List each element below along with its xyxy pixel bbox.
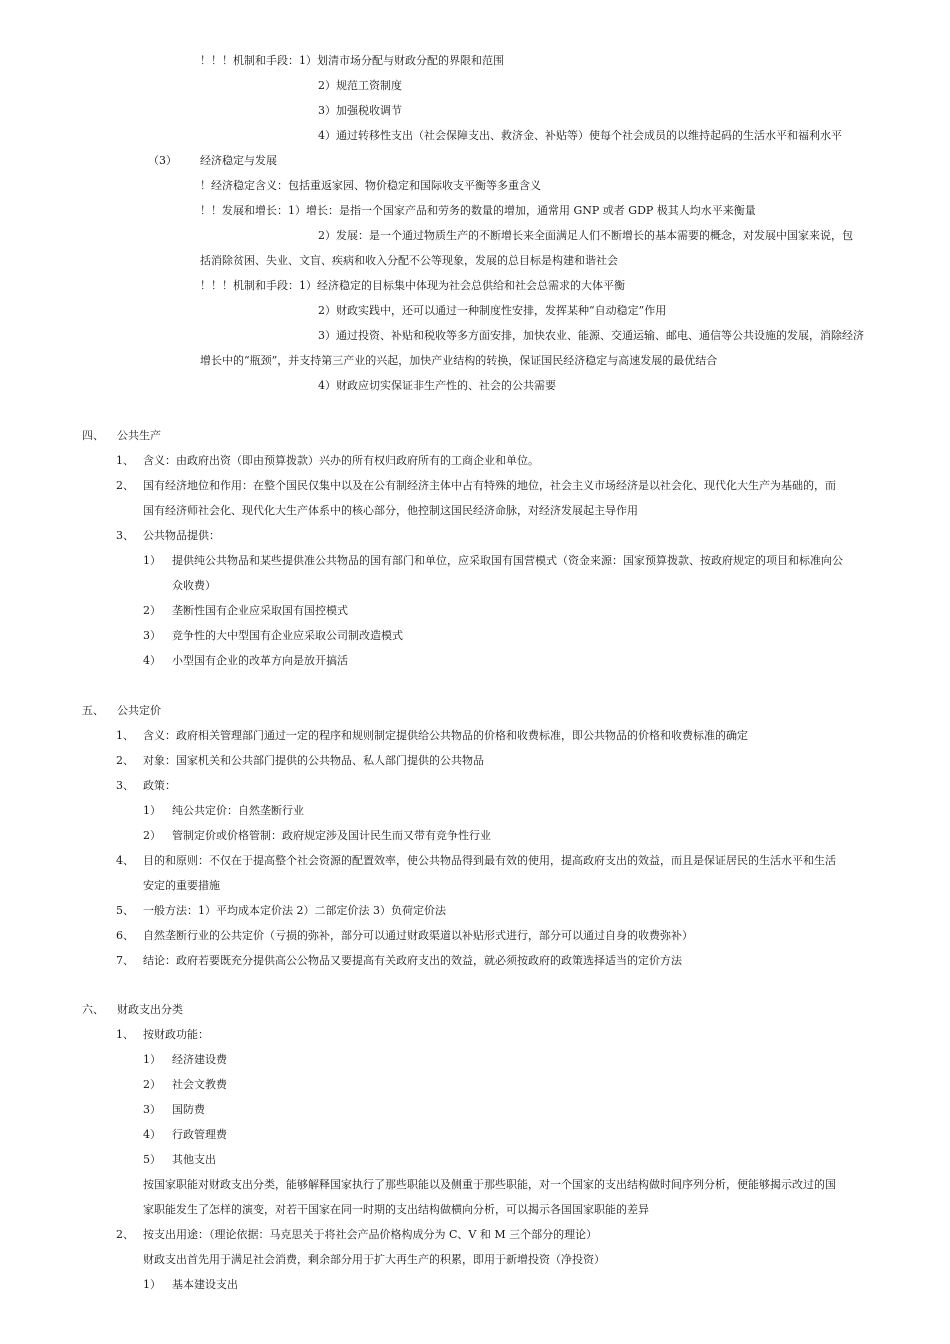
mechanism-item: 2）财政实践中，还可以通过一种制度性安排，发挥某种“自动稳定”作用 [318,304,667,317]
subitem-number: 2） [143,604,161,617]
mechanism-item: 2）规范工资制度 [318,79,402,92]
subsection-title: 经济稳定与发展 [200,154,277,167]
list-item: 自然垄断行业的公共定价（亏损的弥补，部分可以通过财政渠道以补贴形式进行，部分可以通过自身的收费弥补） [143,929,693,942]
list-item: 结论：政府若要既充分提供高公公物品又要提高有关政府支出的效益，就必须按政府的政策选择适当的定价方法 [143,954,682,967]
section-number: 六、 [82,1003,104,1016]
paragraph-cont: 家职能发生了怎样的演变，对若干国家在同一时期的支出结构做横向分析，可以揭示各国国家职能的差异 [143,1203,649,1216]
subitem: 管制定价或价格管制：政府规定涉及国计民生而又带有竞争性行业 [172,829,491,842]
subitem-number: 1） [143,804,161,817]
paragraph: 按国家职能对财政支出分类，能够解释国家执行了那些职能以及侧重于那些职能，对一个国家的支出结构做时间序列分析，便能够揭示改过的国 [143,1178,836,1191]
development-line: 2）发展：是一个通过物质生产的不断增长来全面满足人们不断增长的基本需要的概念，对发展中国家来说，包 [318,229,853,242]
mechanism-item: 3）加强税收调节 [318,104,402,117]
section-title: 财政支出分类 [117,1003,183,1016]
list-item: 国有经济地位和作用：在整个国民仅集中以及在公有制经济主体中占有特殊的地位，社会主义市场经济是以社会化、现代化大生产为基础的，而 [143,479,836,492]
list-item: 含义：由政府出资（即由预算拨款）兴办的所有权归政府所有的工商企业和单位。 [143,454,539,467]
subitem-number: 1） [143,554,161,567]
list-item-cont: 国有经济师社会化、现代化大生产体系中的核心部分，他控制这国民经济命脉，对经济发展起主导作用 [143,504,638,517]
mechanism-line: ！！！机制和手段：1）划清市场分配与财政分配的界限和范围 [200,54,504,67]
list-item: 含义：政府相关管理部门通过一定的程序和规则制定提供给公共物品的价格和收费标准，即公共物品的价格和收费标准的确定 [143,729,748,742]
mechanism-item: 4）通过转移性支出（社会保障支出、救济金、补贴等）使每个社会成员的以维持起码的生活水平和福利水平 [318,129,842,142]
item-number: 1、 [116,729,134,742]
subitem-number: 4） [143,654,161,667]
subitem: 竞争性的大中型国有企业应采取公司制改造模式 [172,629,403,642]
subitem-number: 3） [143,1103,161,1116]
subitem: 行政管理费 [172,1128,227,1141]
list-item: 按支出用途：（理论依据：马克思关于将社会产品价格构成分为 C、V 和 M 三个部分的理论） [143,1228,598,1241]
subitem-number: 1） [143,1053,161,1066]
mechanism-line: ！！！机制和手段：1）经济稳定的目标集中体现为社会总供给和社会总需求的大体平衡 [200,279,625,292]
subitem: 提供纯公共物品和某些提供准公共物品的国有部门和单位，应采取国有国营模式（资金来源：国家预算拨款、按政府规定的项目和标准向公 [172,554,843,567]
section-title: 公共生产 [117,429,161,442]
subitem: 纯公共定价：自然垄断行业 [172,804,304,817]
subitem: 基本建设支出 [172,1278,238,1291]
list-item: 一般方法：1）平均成本定价法 2）二部定价法 3）负荷定价法 [143,904,446,917]
subitem-number: 1） [143,1278,161,1291]
subitem-number: 3） [143,629,161,642]
section-number: 四、 [82,429,104,442]
item-number: 3、 [116,529,134,542]
subitem-cont: 众收费） [172,579,216,592]
definition-line: ！经济稳定含义：包括重返家园、物价稳定和国际收支平衡等多重含义 [200,179,541,192]
subitem: 其他支出 [172,1153,216,1166]
item-number: 3、 [116,779,134,792]
item-number: 6、 [116,929,134,942]
subitem: 小型国有企业的改革方向是放开搞活 [172,654,348,667]
mechanism-item: 3）通过投资、补贴和税收等多方面安排，加快农业、能源、交通运输、邮电、通信等公共设施的发展，消除经济 [318,329,864,342]
section-title: 公共定价 [117,704,161,717]
list-item: 按财政功能： [143,1028,209,1041]
subitem-number: 5） [143,1153,161,1166]
mechanism-item-cont: 增长中的“瓶颈”，并支持第三产业的兴起，加快产业结构的转换，保证国民经济稳定与高速发展的最优结合 [200,354,718,367]
item-number: 4、 [116,854,134,867]
item-number: 1、 [116,454,134,467]
list-item: 对象：国家机关和公共部门提供的公共物品、私人部门提供的公共物品 [143,754,484,767]
growth-line: ！！发展和增长：1）增长：是指一个国家产品和劳务的数量的增加，通常用 GNP 或者 GDP 极其人均水平来衡量 [200,204,756,217]
subitem: 社会文教费 [172,1078,227,1091]
list-item: 公共物品提供： [143,529,220,542]
item-number: 7、 [116,954,134,967]
item-number: 2、 [116,479,134,492]
subitem-number: 2） [143,829,161,842]
subsection-number: （3） [148,154,177,167]
paragraph: 财政支出首先用于满足社会消费，剩余部分用于扩大再生产的积累，即用于新增投资（净投资） [143,1253,605,1266]
list-item: 目的和原则：不仅在于提高整个社会资源的配置效率，使公共物品得到最有效的使用，提高政府支出的效益，而且是保证居民的生活水平和生活 [143,854,836,867]
item-number: 1、 [116,1028,134,1041]
subitem: 垄断性国有企业应采取国有国控模式 [172,604,348,617]
development-line-cont: 括消除贫困、失业、文盲、疾病和收入分配不公等现象，发展的总目标是构建和谐社会 [200,254,618,267]
subitem-number: 4） [143,1128,161,1141]
list-item-cont: 安定的重要措施 [143,879,220,892]
subitem-number: 2） [143,1078,161,1091]
item-number: 2、 [116,754,134,767]
item-number: 5、 [116,904,134,917]
mechanism-item: 4）财政应切实保证非生产性的、社会的公共需要 [318,379,556,392]
item-number: 2、 [116,1228,134,1241]
section-number: 五、 [82,704,104,717]
list-item: 政策： [143,779,176,792]
subitem: 经济建设费 [172,1053,227,1066]
subitem: 国防费 [172,1103,205,1116]
